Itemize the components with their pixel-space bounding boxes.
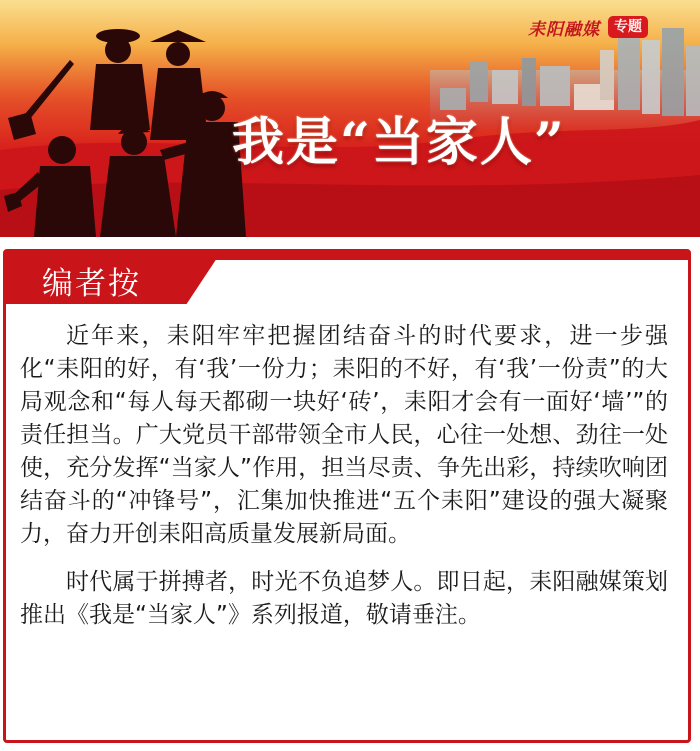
editor-note-heading: 编者按 xyxy=(42,266,141,302)
editor-note-box xyxy=(3,249,691,743)
editor-note-body xyxy=(20,320,668,647)
topic-tag: 专题 xyxy=(608,16,648,38)
brand-badge xyxy=(528,14,648,40)
brand-name: 耒阳融媒 xyxy=(528,19,600,40)
note-paragraph-2: 时代属于拼搏者，时光不负追梦人。即日起，耒阳融媒策划推出《我是“当家人”》系列报道，敬请垂注。 xyxy=(20,569,668,628)
banner-title: 我是“当家人” xyxy=(232,112,566,173)
banner xyxy=(0,0,700,237)
note-paragraph-1: 近年来，耒阳牢牢把握团结奋斗的时代要求，进一步强化“耒阳的好，有‘我’一份力；耒阳的不好，有‘我’一份责”的大局观念和“每人每天都砌一块好‘砖’，耒阳才会有一面好‘墙’”的责任担当。广大党员干部带领全市人民，心往一处想、劲往一处使，充分发挥“当家人”作用，担当尽责、争先出彩，持续吹响团结奋斗的“冲锋号”，汇集加快推进“五个耒阳”建设的强大凝聚力，奋力开创耒阳高质量发展新局面。 xyxy=(20,323,668,547)
